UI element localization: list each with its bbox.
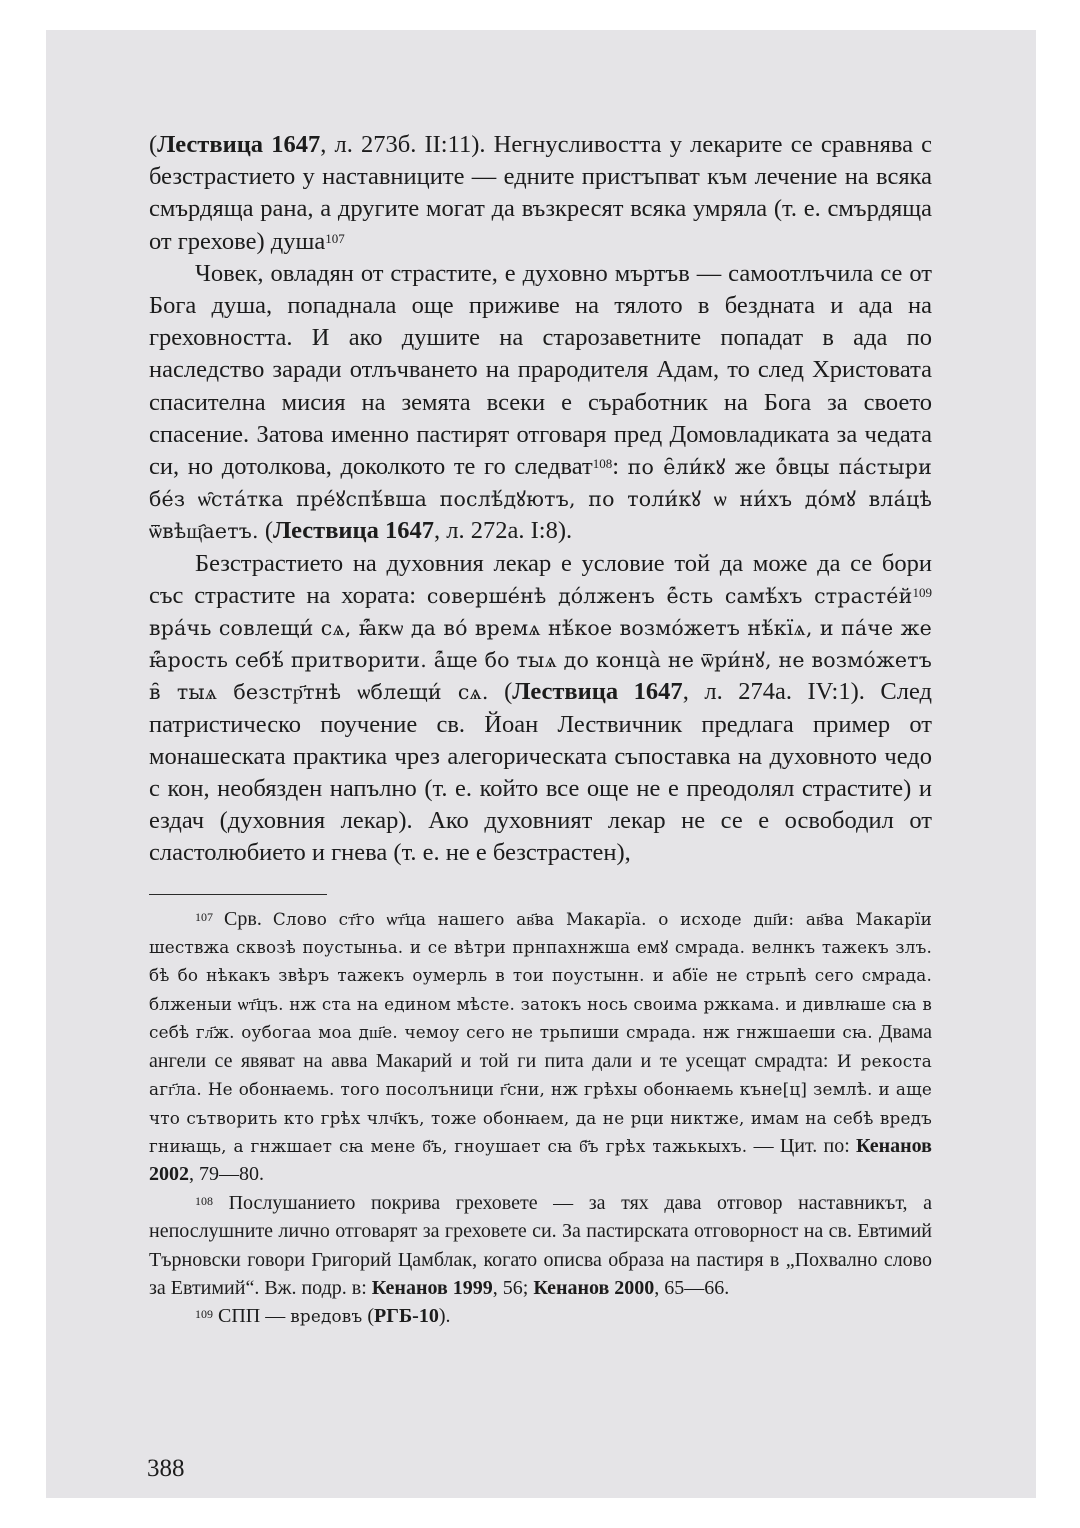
church-slavonic-quote: вра́чь совлещи́ сѧ, ꙗ̑́кѡ да во́ времѧ нѣ́кое возмо́жетъ нѣ́кїѧ, и па́че же ꙗ̑́рость себѣ́ притворити. а̑́ще бо тыѧ до конца̀ не ѿри́нꙋ, не возмо́жетъ в̑ тыѧ безстр҃тнѣ ѡблещи́ сѧ. — [149, 616, 932, 705]
citation-bold: Кенанов 2000 — [533, 1276, 655, 1299]
citation-bold: Лествица 1647 — [273, 517, 435, 545]
church-slavonic-quote: вредовъ — [290, 1306, 363, 1327]
footnote-number: 109 — [195, 1307, 213, 1322]
text-run: , л. 272а. I:8). — [434, 517, 573, 545]
text-run: Послушанието покрива греховете — за тях дава отговор наставникът, а непослушните лично отговарят за греховете си. За пастирската отговорност на св. Евтимий Търновски говори Григорий Цамблак, когато описва образа на пастиря в „Похвално слово за Евтимий“. Вж. подр. в: — [149, 1191, 932, 1299]
citation-bold: Лествица 1647 — [512, 678, 683, 706]
footnote-ref-109: 109 — [912, 584, 932, 600]
footnote-108 — [149, 1189, 932, 1303]
text-run: СПП — — [213, 1305, 291, 1328]
text-run: Безстрастието на духовния лекар е условие той да може да се бори със страстите на хората: — [149, 549, 932, 609]
text-run: , л. 273б. II:11). Негнусливостта у лекарите се сравнява с безстрастието у наставниците — едните пристъпват към лечение на всяка смърдяща рана, а другите могат да възкресят всяка умряла (т. е. смърдяща от грехове) душа — [149, 131, 932, 255]
church-slavonic-quote: по е̑ли́кꙋ же о̑́вцы па́стыри бе́з ѡ̑ста́тка пре́ꙋспѣ́вша послѣ́дꙋютъ, по толи́кꙋ ѡ ни́хъ до́мꙋ вла́цѣ ѿвѣщ҄аетъ. — [149, 455, 932, 544]
footnote-ref-108: 108 — [592, 456, 613, 472]
footnote-ref-107: 107 — [325, 230, 345, 246]
text-run: ( — [258, 517, 274, 545]
church-slavonic-quote: И рекоста агг҃ла. Не обонꙗемь. того посолъници г҃сни, нж грѣхы обонꙗемь къне[ц] землѣ. и аще что сътворить кто грѣх члч҃къ, тоже обонꙗем, да не рци никтже, имам на себѣ вредъ гниꙗщь, а гнжшает сꙗ мене б҃ъ, гноушает сꙗ б҃ъ грѣх тажькыхъ. — [149, 1050, 932, 1156]
page-text — [149, 129, 932, 1331]
text-run: , л. 274а. IV:1). След патристическо поучение св. Йоан Лествичник предлага пример от монашеската практика чрез алегорическата съпоставка на духовното чедо с кон, необязден напълно (т. е. който все още не е преодолял страстите) и ездач (духовния лекар). Ако духовният лекар не се е освободил от сластолюбието и гнева (т. е. не е безстрастен), — [149, 678, 932, 867]
page-number: 388 — [147, 1455, 185, 1482]
text-run: , 65—66. — [654, 1276, 730, 1299]
text-run: Човек, овладян от страстите, е духовно мъртъв — самоотлъчила се от Бога душа, попаднала още приживе на тялото в бездната и ада на греховността. И ако душите на старозаветните попадат в ада по наследство заради отлъчването на прародителя Адам, то след Христовата спасителна мисия на земята всеки е съработник на Бога за своето спасение. Затова именно пастирят отговаря пред Домовладиката за чедата си, но дотолкова, доколкото те го следват — [149, 259, 932, 481]
church-slavonic-quote: Слово ст҃го ѡт҃ца нашего ав҃ва Макарїа. о исходе дш҃и: ав҃ва Макарїи шествжа сквозѣ поустыньа. и се вѣтри прнпахнжша емꙋ смрада. велнкъ тажекъ злъ. бѣ бо нѣкакъ звѣръ тажекъ оумерль в тои поустынн. и абїе не стрьпѣ сего смрада. блженыи ѡт҃цъ. нж ста на едином мѣсте. затокъ нось своима ржкама. и дивлꙗше сꙗ в себѣ гл҃ж. оубогаа моа дш҃е. чемоу сего не трьпиши смрада. нж гнжшаеши сꙗ. — [149, 908, 932, 1043]
text-run: — Цит. по: — [747, 1134, 857, 1157]
text-run: : — [612, 453, 628, 481]
citation-bold: РГБ-10 — [374, 1305, 439, 1328]
paragraph-1 — [149, 129, 932, 258]
footnote-number: 108 — [195, 1193, 213, 1208]
church-slavonic-quote: соверше́нѣ до́лженъ е̑́сть самѣ́хъ страсте́й — [426, 583, 913, 608]
text-run: ( — [362, 1305, 374, 1328]
text-run: ( — [149, 131, 158, 158]
text-run: Срв. — [213, 907, 273, 930]
citation-bold: Кенанов 2002 — [149, 1134, 932, 1186]
citation-bold: Лествица 1647 — [157, 131, 321, 158]
text-run: Двама ангели се явяват на авва Макарий и той ги пита дали и те усещат смрадта: — [149, 1021, 932, 1072]
footnote-number: 107 — [195, 909, 213, 924]
text-run: ( — [488, 678, 513, 706]
paragraph-2 — [149, 258, 932, 548]
paragraph-3 — [149, 548, 932, 870]
footnote-divider — [149, 894, 327, 895]
citation-bold: Кенанов 1999 — [371, 1276, 493, 1299]
text-run: , 79—80. — [189, 1163, 264, 1186]
footnote-107 — [149, 905, 932, 1189]
text-run: , 56; — [492, 1276, 534, 1299]
footnote-109 — [149, 1302, 932, 1330]
text-run: ). — [438, 1305, 451, 1328]
